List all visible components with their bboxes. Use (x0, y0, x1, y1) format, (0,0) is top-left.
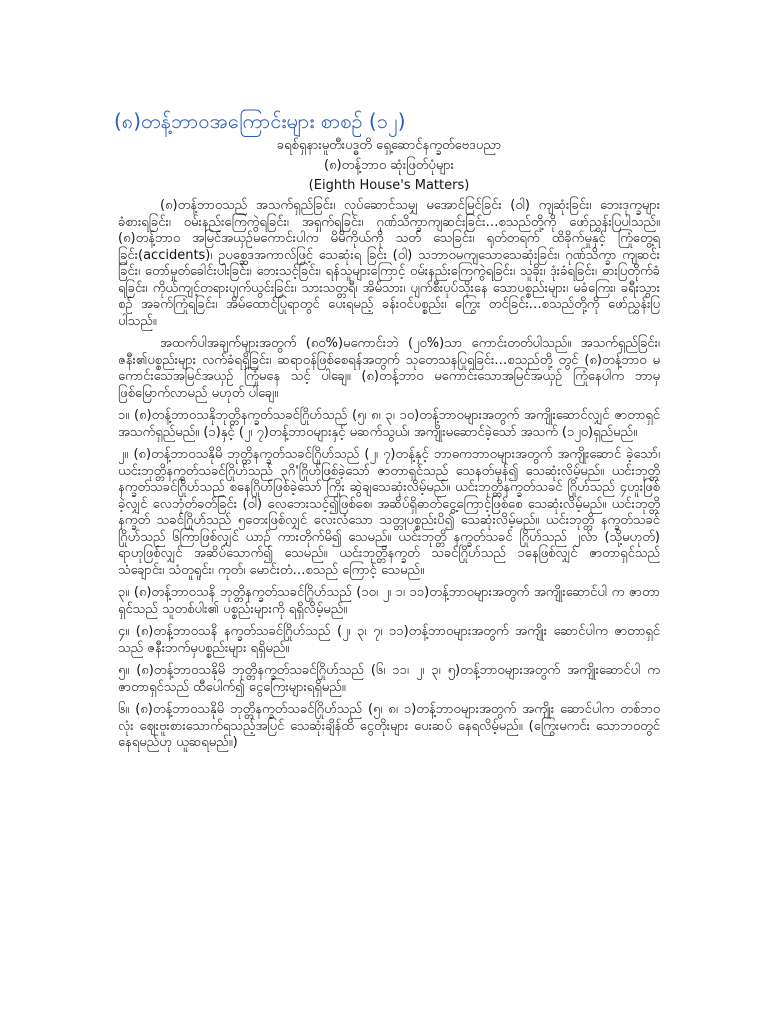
list-item: ၆။ (၈)တန့်ဘာဝသနိုမိ ဘုတ္တိနက္ခတ်သခင်ဂြိုဟ်သည် (၅၊ ၈၊ ၁)တန့်ဘာဝများအတွက် အကျိုး ဆောင်ပါက တစ်ဘဝလုံး ဈေးဗူးစားသောက်ရသည့်အပြင် သေဆုံးချိန်ထိ ငွေတိုးများ ပေးဆပ် နေရလိမ့်မည်။ (ကြွေးမကင်း သောဘဝတွင် နေရမည်ဟု ယူဆရမည်။) (118, 702, 660, 750)
list-item: ၂။ (၈)တန့်ဘာဝသနိုမိ ဘုတ္တိနက္ခတ်သခင်ဂြိုဟ်သည် (၂၊ ၇)တန့်နှင့် ဘာဓကဘာဝများအတွက် အကျိုးဆောင် ခဲ့သော်၊ ယင်းဘုတ္တိနက္ခတ်သခင်ဂြိုဟ်သည် ၃ဂိ'ဂြိုဟ်ဖြစ်ခဲ့သော် ဇာတာရှင်သည် သေနတ်မှန်၍ သေဆုံးလိမ့်မည်။ ယင်းဘုတ္တိနက္ခတ်သခင်ဂြိုဟ်သည် စနေဂြိုဟ်ဖြစ်ခဲ့သော် ကြိုး ဆွဲချသေဆုံးလိမ့်မည်။ ယင်းဘုတ္တိနက္ခတ်သခင် ဂြိုဟ်သည် ၄ဟူးဖြစ်ခဲ့လျှင် လေဘုံတ်ခတ်ခြင်း (ဝါ) လေဘေးသင့်၍ဖြစ်စေ၊ အဆိပ်ရှိဓာတ်ငွေ့ကြောင့်ဖြစ်စေ သေဆုံးလိမ့်မည်။ ယင်းဘုတ္တိနက္ခတ် သခင်ဂြိုဟ်သည် ၅တေးဖြစ်လျှင် လေးလံသော သတ္တုပစ္စည်းပိ၍ သေဆုံးလိမ့်မည်။ ယင်းဘုတ္တိ နက္ခတ်သခင်ဂြိုဟ်သည် ၆ကြာဖြစ်လျှင် ယာဉ် ကားတိုက်မိ၍ သေမည်။ ယင်းဘုတ္တိ နက္ခတ်သခင် ဂြိုဟ်သည် ၂လ်ာ (သို့မဟုတ်) ရာဟုဖြစ်လျှင် အဆိပ်သောက်၍ သေမည်။ ယင်းဘုတ္တိနက္ခတ် သခင်ဂြိုဟ်သည် ၁နေဖြစ်လျှင် ဇာတာရှင်သည် သံချောင်း၊ သံတူရူင်း၊ ကုတ်၊ မောင်းတံ…စသည် ကြောင့် သေမည်။ (118, 447, 660, 578)
paragraph: အထက်ပါအချက်များအတွက် (၈၀%)မကောင်းဘဲ (၂၀%)သာ ကောင်းတတ်ပါသည်။ အသက်ရှည်ခြင်း၊ ဇနီး၏ပစ္စည်းများ လက်ခံရရှိခြင်း၊ ဆရာဝန်ဖြစ်စေရန်အတွက် သုတေသနပြုရခြင်း…စသည်တို့ တွင် (၈)တန့်ဘာဝ မကောင်းသေအမြင်အယှဉ် ကြုံမနေ သင့် ပါချေ။ (၈)တန့်ဘာဝ မကောင်းသောအမြင်အယှဉ် ကြုံနေပါက ဘာမှဖြစ်မြောက်လာမည် မဟုတ် ပါချေ။ (118, 336, 660, 401)
subtitle-en: (Eighth House's Matters) (308, 178, 470, 193)
document-title: (၈)တန့်ဘာဝအကြောင်းများ စာစဉ် (၁၂) (114, 109, 406, 133)
list-item: ၄။ (၈)တန့်ဘာဝသနိ နက္ခတ်သခင်ဂြိုဟ်သည် (၂၊ ၃၊ ၇၊ ၁၁)တန့်ဘာဝများအတွက် အကျိုး ဆောင်ပါက ဇာတာရှင်သည် ဇနီးဘက်မှပစ္စည်းများ ရရှိမည်။ (118, 624, 660, 656)
list-item: ၅။ (၈)တန့်ဘာဝသနိုမိ ဘုတ္တိနက္ခတ်သခင်ဂြိုဟ်သည် (၆၊ ၁၁၊ ၂၊ ၃၊ ၅)တန့်ဘာဝများအတွက် အကျိုးဆောင်ပါ က ဇာတာရှင်သည် ထီပေါက်၍ ငွေကြေးများရရှိမည်။ (118, 663, 660, 695)
author-line: ခရစ်ရှနားမူတီးပဒ္ဓတိ ရှေ့ဆောင်နက္ခတ်ဗေဒပညာ (276, 138, 502, 153)
paragraph: (၈)တန့်ဘာဝသည် အသက်ရှည်ခြင်း၊ လုပ်ဆောင်သမျှ မအောင်မြင်ခြင်း (ဝါ) ကျဆုံးခြင်း၊ ဘေးဒုက္ခများ ခံစားရခြင်း၊ ဝမ်းနည်းကြေကွဲရခြင်း၊ အရှက်ရခြင်း၊ ဂုဏ်သိက္ခာကျဆင်းခြင်း…စသည်တို့ကို ဖော်ညွှန်းပြပါသည်။ (၈)တန့်ဘာဝ အမြင်အယှဉ်မကောင်းပါက မိမိကိုယ်ကို သတ် သေခြင်း၊ ရုတ်တရက် ထိခိုက်မှုနှင့် ကြုံတွေ့ရခြင်း(accidents)၊ ဥပစ္ဆေဒအကာလ်ဖြင့် သေဆုံးရ ခြင်း (ဝါ) သဘာဝမကျသောသေဆုံးခြင်း၊ ဂုဏ်သိက္ခာ ကျဆင်းခြင်း၊ တော်မှုတ်ခေါင်းပါးခြင်း၊ ဘေးသင့်ခြင်း၊ ရန်သူများကြောင့် ဝမ်းနည်းကြေကွဲရခြင်း၊ သူခိုး၊ ဒုံးခံရခြင်း၊ ဓားပြတိုက်ခံရခြင်း၊ ကိုယ်ကျင့်တရားပျက်ယွင်းခြင်း၊ သားသတ္တရီ၊ အိမ်သား၊ ပျက်စီးပုပ်သိုးနေ သောပစ္စည်းများ၊ မခံကြေး၊ ခရီးသွားစဉ် အခက်ကြုံရခြင်း၊ အိမ်ထောင်ပြုရာတွင် ပေးရမည့် ခန်းဝင်ပစ္စည်း၊ ကြွေး တင်ခြင်း…စသည်တို့ကို ဖော်ညွှန်းပြပါသည်။ (118, 198, 660, 329)
list-item: ၁။ (၈)တန့်ဘာဝသနိုဘုတ္တိနက္ခတ်သခင်ဂြိုဟ်သည် (၅၊ ၈၊ ၃၊ ၁၀)တန့်ဘာဝများအတွက် အကျိုးဆောင်လျှင် ဇာတာရှင် အသက်ရှည်မည်။ (၁)နှင့် (၂၊ ၇)တန့်ဘာဝများနှင့် မဆက်သွယ်၊ အကျိုးမဆောင်ခဲ့သော် အသက် (၁၂၀)ရှည်မည်။ (118, 408, 660, 440)
list-item: ၃။ (၈)တန့်ဘာဝသနိ ဘုတ္တိနက္ခတ်သခင်ဂြိုဟ်သည် (၁၀၊ ၂၊ ၁၊ ၁၁)တန့်ဘာဝများအတွက် အကျိုးဆောင်ပါ က ဇာတာရှင်သည် သူတစ်ပါး၏ ပစ္စည်းများကို ရရှိလိမ့်မည်။ (118, 585, 660, 617)
subtitle-mm: (၈)တန့်ဘာဝ ဆုံးဖြတ်ပုံများ (324, 158, 454, 173)
